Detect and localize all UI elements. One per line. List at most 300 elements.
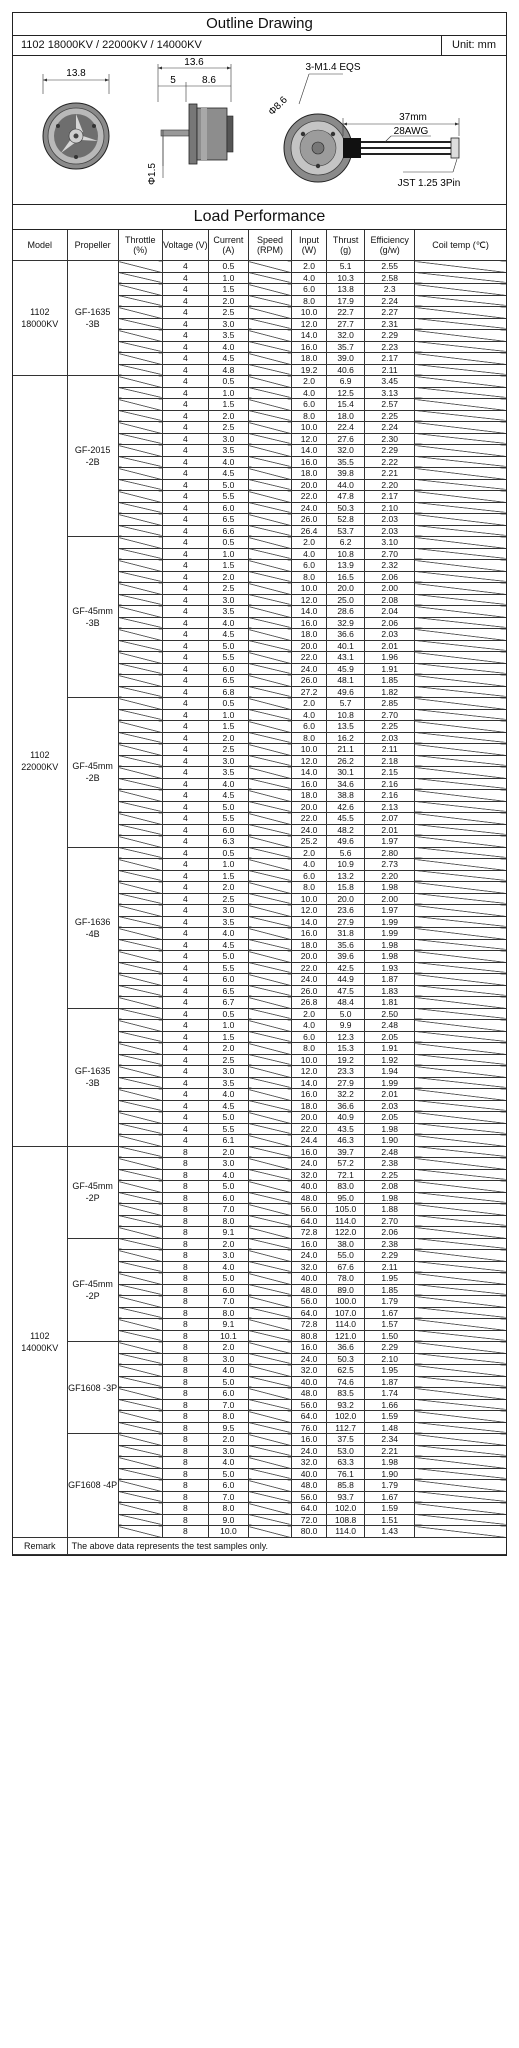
input-cell: 40.0 <box>292 1181 327 1193</box>
thrust-cell: 50.3 <box>327 502 365 514</box>
input-cell: 27.2 <box>292 686 327 698</box>
voltage-cell: 4 <box>162 1066 208 1078</box>
coil-temp-cell <box>415 1457 506 1469</box>
efficiency-cell: 1.85 <box>365 675 415 687</box>
efficiency-cell: 2.03 <box>365 629 415 641</box>
voltage-cell: 4 <box>162 778 208 790</box>
thrust-cell: 32.0 <box>327 330 365 342</box>
efficiency-cell: 1.90 <box>365 1135 415 1147</box>
throttle-cell <box>118 675 162 687</box>
input-cell: 18.0 <box>292 468 327 480</box>
coil-temp-cell <box>415 445 506 457</box>
efficiency-cell: 2.04 <box>365 606 415 618</box>
efficiency-cell: 2.06 <box>365 1227 415 1239</box>
throttle-cell <box>118 813 162 825</box>
throttle-cell <box>118 859 162 871</box>
coil-temp-cell <box>415 1434 506 1446</box>
thrust-cell: 102.0 <box>327 1503 365 1515</box>
voltage-cell: 8 <box>162 1238 208 1250</box>
speed-cell <box>248 433 291 445</box>
thrust-cell: 10.3 <box>327 272 365 284</box>
speed-cell <box>248 1365 291 1377</box>
current-cell: 1.0 <box>208 387 248 399</box>
spec-sheet <box>12 12 507 1556</box>
voltage-cell: 8 <box>162 1146 208 1158</box>
efficiency-cell: 1.67 <box>365 1491 415 1503</box>
speed-cell <box>248 1388 291 1400</box>
coil-temp-cell <box>415 732 506 744</box>
thrust-cell: 50.3 <box>327 1353 365 1365</box>
efficiency-cell: 2.3 <box>365 284 415 296</box>
coil-temp-cell <box>415 1123 506 1135</box>
throttle-cell <box>118 1503 162 1515</box>
dim-8-6: 8.6 <box>202 75 216 86</box>
throttle-cell <box>118 1330 162 1342</box>
input-cell: 24.0 <box>292 663 327 675</box>
voltage-cell: 8 <box>162 1307 208 1319</box>
speed-cell <box>248 560 291 572</box>
efficiency-cell: 2.08 <box>365 594 415 606</box>
efficiency-cell: 2.38 <box>365 1158 415 1170</box>
current-cell: 1.5 <box>208 560 248 572</box>
propeller-cell: GF-2015 -2B <box>67 376 118 537</box>
throttle-cell <box>118 663 162 675</box>
voltage-cell: 4 <box>162 445 208 457</box>
thrust-cell: 5.7 <box>327 698 365 710</box>
coil-temp-cell <box>415 652 506 664</box>
throttle-cell <box>118 1158 162 1170</box>
speed-cell <box>248 376 291 388</box>
voltage-cell: 4 <box>162 1123 208 1135</box>
thrust-cell: 15.8 <box>327 882 365 894</box>
speed-cell <box>248 295 291 307</box>
speed-cell <box>248 916 291 928</box>
current-cell: 6.0 <box>208 824 248 836</box>
voltage-cell: 4 <box>162 318 208 330</box>
coil-temp-cell <box>415 640 506 652</box>
current-cell: 4.8 <box>208 364 248 376</box>
thrust-cell: 28.6 <box>327 606 365 618</box>
thrust-cell: 105.0 <box>327 1204 365 1216</box>
current-cell: 6.5 <box>208 514 248 526</box>
header-model: Model <box>13 230 67 261</box>
current-cell: 1.0 <box>208 859 248 871</box>
speed-cell <box>248 1077 291 1089</box>
voltage-cell: 4 <box>162 376 208 388</box>
input-cell: 40.0 <box>292 1273 327 1285</box>
speed-cell <box>248 1457 291 1469</box>
voltage-cell: 8 <box>162 1434 208 1446</box>
throttle-cell <box>118 560 162 572</box>
input-cell: 72.0 <box>292 1514 327 1526</box>
current-cell: 5.0 <box>208 1112 248 1124</box>
voltage-cell: 4 <box>162 1054 208 1066</box>
current-cell: 0.5 <box>208 698 248 710</box>
input-cell: 6.0 <box>292 560 327 572</box>
load-table-body <box>13 261 506 1538</box>
throttle-cell <box>118 445 162 457</box>
coil-temp-cell <box>415 1215 506 1227</box>
input-cell: 10.0 <box>292 307 327 319</box>
speed-cell <box>248 1422 291 1434</box>
remark-text: The above data represents the test samples only. <box>67 1537 506 1554</box>
throttle-cell <box>118 330 162 342</box>
thrust-cell: 13.5 <box>327 721 365 733</box>
throttle-cell <box>118 341 162 353</box>
input-cell: 20.0 <box>292 640 327 652</box>
current-cell: 3.0 <box>208 594 248 606</box>
coil-temp-cell <box>415 1008 506 1020</box>
current-cell: 5.0 <box>208 1181 248 1193</box>
voltage-cell: 4 <box>162 985 208 997</box>
speed-cell <box>248 629 291 641</box>
voltage-cell: 4 <box>162 893 208 905</box>
coil-temp-cell <box>415 548 506 560</box>
input-cell: 56.0 <box>292 1491 327 1503</box>
voltage-cell: 4 <box>162 479 208 491</box>
speed-cell <box>248 1434 291 1446</box>
current-cell: 9.1 <box>208 1319 248 1331</box>
thrust-cell: 16.5 <box>327 571 365 583</box>
thrust-cell: 30.1 <box>327 767 365 779</box>
voltage-cell: 4 <box>162 686 208 698</box>
dim-13-8: 13.8 <box>66 68 86 79</box>
efficiency-cell: 2.11 <box>365 744 415 756</box>
efficiency-cell: 2.10 <box>365 1353 415 1365</box>
voltage-cell: 4 <box>162 698 208 710</box>
thrust-cell: 39.8 <box>327 468 365 480</box>
throttle-cell <box>118 1307 162 1319</box>
current-cell: 7.0 <box>208 1296 248 1308</box>
thrust-cell: 83.5 <box>327 1388 365 1400</box>
efficiency-cell: 3.45 <box>365 376 415 388</box>
throttle-cell <box>118 307 162 319</box>
voltage-cell: 4 <box>162 767 208 779</box>
coil-temp-cell <box>415 675 506 687</box>
current-cell: 4.0 <box>208 1261 248 1273</box>
model-row <box>13 36 506 56</box>
current-cell: 5.0 <box>208 951 248 963</box>
speed-cell <box>248 1123 291 1135</box>
throttle-cell <box>118 721 162 733</box>
coil-temp-cell <box>415 790 506 802</box>
efficiency-cell: 2.22 <box>365 456 415 468</box>
input-cell: 4.0 <box>292 859 327 871</box>
current-cell: 2.0 <box>208 410 248 422</box>
speed-cell <box>248 330 291 342</box>
throttle-cell <box>118 1273 162 1285</box>
voltage-cell: 4 <box>162 951 208 963</box>
current-cell: 8.0 <box>208 1307 248 1319</box>
input-cell: 10.0 <box>292 744 327 756</box>
throttle-cell <box>118 997 162 1009</box>
coil-temp-cell <box>415 801 506 813</box>
current-cell: 3.0 <box>208 1158 248 1170</box>
thrust-cell: 49.6 <box>327 836 365 848</box>
voltage-cell: 8 <box>162 1192 208 1204</box>
efficiency-cell: 1.83 <box>365 985 415 997</box>
efficiency-cell: 2.55 <box>365 261 415 273</box>
voltage-cell: 4 <box>162 1100 208 1112</box>
speed-cell <box>248 1204 291 1216</box>
current-cell: 5.0 <box>208 1273 248 1285</box>
voltage-cell: 4 <box>162 663 208 675</box>
throttle-cell <box>118 755 162 767</box>
voltage-cell: 4 <box>162 617 208 629</box>
current-cell: 1.0 <box>208 1020 248 1032</box>
current-cell: 1.5 <box>208 284 248 296</box>
current-cell: 2.0 <box>208 882 248 894</box>
voltage-cell: 4 <box>162 525 208 537</box>
thrust-cell: 22.4 <box>327 422 365 434</box>
throttle-cell <box>118 640 162 652</box>
thrust-cell: 9.9 <box>327 1020 365 1032</box>
coil-temp-cell <box>415 1089 506 1101</box>
efficiency-cell: 2.25 <box>365 1169 415 1181</box>
input-cell: 22.0 <box>292 491 327 503</box>
coil-temp-cell <box>415 1399 506 1411</box>
current-cell: 6.3 <box>208 836 248 848</box>
speed-cell <box>248 571 291 583</box>
coil-temp-cell <box>415 939 506 951</box>
voltage-cell: 4 <box>162 939 208 951</box>
input-cell: 14.0 <box>292 916 327 928</box>
throttle-cell <box>118 617 162 629</box>
coil-temp-cell <box>415 1250 506 1262</box>
coil-temp-cell <box>415 951 506 963</box>
thrust-cell: 62.5 <box>327 1365 365 1377</box>
efficiency-cell: 3.10 <box>365 537 415 549</box>
speed-cell <box>248 1491 291 1503</box>
efficiency-cell: 1.96 <box>365 652 415 664</box>
thrust-cell: 95.0 <box>327 1192 365 1204</box>
throttle-cell <box>118 399 162 411</box>
input-cell: 12.0 <box>292 318 327 330</box>
coil-temp-cell <box>415 1204 506 1216</box>
coil-temp-cell <box>415 847 506 859</box>
input-cell: 14.0 <box>292 1077 327 1089</box>
thrust-cell: 13.8 <box>327 284 365 296</box>
speed-cell <box>248 1146 291 1158</box>
voltage-cell: 4 <box>162 422 208 434</box>
input-cell: 64.0 <box>292 1215 327 1227</box>
coil-temp-cell <box>415 1388 506 1400</box>
thrust-cell: 15.4 <box>327 399 365 411</box>
current-cell: 3.0 <box>208 1250 248 1262</box>
input-cell: 56.0 <box>292 1296 327 1308</box>
thrust-cell: 17.9 <box>327 295 365 307</box>
coil-temp-cell <box>415 1100 506 1112</box>
coil-temp-cell <box>415 318 506 330</box>
current-cell: 6.0 <box>208 663 248 675</box>
input-cell: 12.0 <box>292 594 327 606</box>
propeller-cell: GF-45mm -2P <box>67 1146 118 1238</box>
speed-cell <box>248 1284 291 1296</box>
voltage-cell: 4 <box>162 560 208 572</box>
throttle-cell <box>118 376 162 388</box>
speed-cell <box>248 410 291 422</box>
input-cell: 6.0 <box>292 721 327 733</box>
voltage-cell: 4 <box>162 755 208 767</box>
speed-cell <box>248 997 291 1009</box>
header-thrust: Thrust (g) <box>327 230 365 261</box>
voltage-cell: 4 <box>162 675 208 687</box>
speed-cell <box>248 318 291 330</box>
voltage-cell: 8 <box>162 1491 208 1503</box>
thrust-cell: 63.3 <box>327 1457 365 1469</box>
speed-cell <box>248 755 291 767</box>
efficiency-cell: 2.10 <box>365 502 415 514</box>
throttle-cell <box>118 456 162 468</box>
thrust-cell: 5.6 <box>327 847 365 859</box>
current-cell: 2.5 <box>208 307 248 319</box>
speed-cell <box>248 606 291 618</box>
current-cell: 6.0 <box>208 974 248 986</box>
voltage-cell: 4 <box>162 1008 208 1020</box>
speed-cell <box>248 928 291 940</box>
input-cell: 24.0 <box>292 1158 327 1170</box>
current-cell: 4.0 <box>208 1365 248 1377</box>
unit-label: Unit: mm <box>441 36 506 55</box>
voltage-cell: 4 <box>162 307 208 319</box>
efficiency-cell: 2.27 <box>365 307 415 319</box>
efficiency-cell: 2.70 <box>365 709 415 721</box>
thrust-cell: 93.2 <box>327 1399 365 1411</box>
speed-cell <box>248 893 291 905</box>
current-cell: 0.5 <box>208 847 248 859</box>
coil-temp-cell <box>415 755 506 767</box>
speed-cell <box>248 675 291 687</box>
input-cell: 25.2 <box>292 836 327 848</box>
voltage-cell: 4 <box>162 1077 208 1089</box>
throttle-cell <box>118 985 162 997</box>
current-cell: 5.0 <box>208 640 248 652</box>
header-input: Input (W) <box>292 230 327 261</box>
throttle-cell <box>118 468 162 480</box>
efficiency-cell: 1.57 <box>365 1319 415 1331</box>
coil-temp-cell <box>415 698 506 710</box>
throttle-cell <box>118 698 162 710</box>
coil-temp-cell <box>415 721 506 733</box>
coil-temp-cell <box>415 1514 506 1526</box>
lead-length: 37mm <box>399 112 427 123</box>
efficiency-cell: 1.59 <box>365 1411 415 1423</box>
table-row <box>13 261 506 273</box>
wire-gauge: 28AWG <box>393 126 429 137</box>
thrust-cell: 78.0 <box>327 1273 365 1285</box>
speed-cell <box>248 640 291 652</box>
thrust-cell: 16.2 <box>327 732 365 744</box>
thrust-cell: 6.9 <box>327 376 365 388</box>
efficiency-cell: 1.59 <box>365 1503 415 1515</box>
coil-temp-cell <box>415 836 506 848</box>
voltage-cell: 4 <box>162 962 208 974</box>
efficiency-cell: 1.97 <box>365 905 415 917</box>
current-cell: 5.5 <box>208 491 248 503</box>
coil-temp-cell <box>415 364 506 376</box>
input-cell: 16.0 <box>292 1238 327 1250</box>
dim-phi-1-5: Φ1.5 <box>147 163 158 185</box>
coil-temp-cell <box>415 261 506 273</box>
voltage-cell: 4 <box>162 1020 208 1032</box>
thrust-cell: 6.2 <box>327 537 365 549</box>
coil-temp-cell <box>415 606 506 618</box>
efficiency-cell: 2.03 <box>365 1100 415 1112</box>
input-cell: 12.0 <box>292 1066 327 1078</box>
efficiency-cell: 1.99 <box>365 928 415 940</box>
current-cell: 9.5 <box>208 1422 248 1434</box>
input-cell: 8.0 <box>292 571 327 583</box>
throttle-cell <box>118 1135 162 1147</box>
load-performance-title: Load Performance <box>13 205 506 230</box>
efficiency-cell: 2.01 <box>365 824 415 836</box>
speed-cell <box>248 1238 291 1250</box>
input-cell: 14.0 <box>292 330 327 342</box>
speed-cell <box>248 617 291 629</box>
coil-temp-cell <box>415 824 506 836</box>
input-cell: 14.0 <box>292 445 327 457</box>
input-cell: 6.0 <box>292 284 327 296</box>
efficiency-cell: 1.81 <box>365 997 415 1009</box>
current-cell: 5.0 <box>208 801 248 813</box>
voltage-cell: 8 <box>162 1169 208 1181</box>
thrust-cell: 83.0 <box>327 1181 365 1193</box>
coil-temp-cell <box>415 1043 506 1055</box>
throttle-cell <box>118 939 162 951</box>
voltage-cell: 4 <box>162 732 208 744</box>
thrust-cell: 72.1 <box>327 1169 365 1181</box>
input-cell: 40.0 <box>292 1468 327 1480</box>
efficiency-cell: 2.15 <box>365 767 415 779</box>
input-cell: 8.0 <box>292 410 327 422</box>
thrust-cell: 114.0 <box>327 1215 365 1227</box>
current-cell: 6.5 <box>208 675 248 687</box>
speed-cell <box>248 1330 291 1342</box>
thrust-cell: 44.0 <box>327 479 365 491</box>
coil-temp-cell <box>415 870 506 882</box>
voltage-cell: 4 <box>162 514 208 526</box>
current-cell: 2.0 <box>208 1043 248 1055</box>
coil-temp-cell <box>415 1422 506 1434</box>
current-cell: 2.0 <box>208 1146 248 1158</box>
table-row <box>13 376 506 388</box>
thrust-cell: 121.0 <box>327 1330 365 1342</box>
throttle-cell <box>118 1020 162 1032</box>
voltage-cell: 4 <box>162 1031 208 1043</box>
thrust-cell: 10.9 <box>327 859 365 871</box>
speed-cell <box>248 652 291 664</box>
efficiency-cell: 2.38 <box>365 1238 415 1250</box>
current-cell: 5.0 <box>208 1376 248 1388</box>
thrust-cell: 37.5 <box>327 1434 365 1446</box>
efficiency-cell: 1.98 <box>365 1123 415 1135</box>
throttle-cell <box>118 1491 162 1503</box>
speed-cell <box>248 272 291 284</box>
throttle-cell <box>118 1227 162 1239</box>
coil-temp-cell <box>415 1468 506 1480</box>
coil-temp-cell <box>415 1031 506 1043</box>
thrust-cell: 5.1 <box>327 261 365 273</box>
coil-temp-cell <box>415 974 506 986</box>
thrust-cell: 40.6 <box>327 364 365 376</box>
efficiency-cell: 2.34 <box>365 1434 415 1446</box>
voltage-cell: 4 <box>162 859 208 871</box>
input-cell: 64.0 <box>292 1307 327 1319</box>
efficiency-cell: 2.03 <box>365 514 415 526</box>
input-cell: 72.8 <box>292 1319 327 1331</box>
current-cell: 4.5 <box>208 629 248 641</box>
voltage-cell: 4 <box>162 928 208 940</box>
